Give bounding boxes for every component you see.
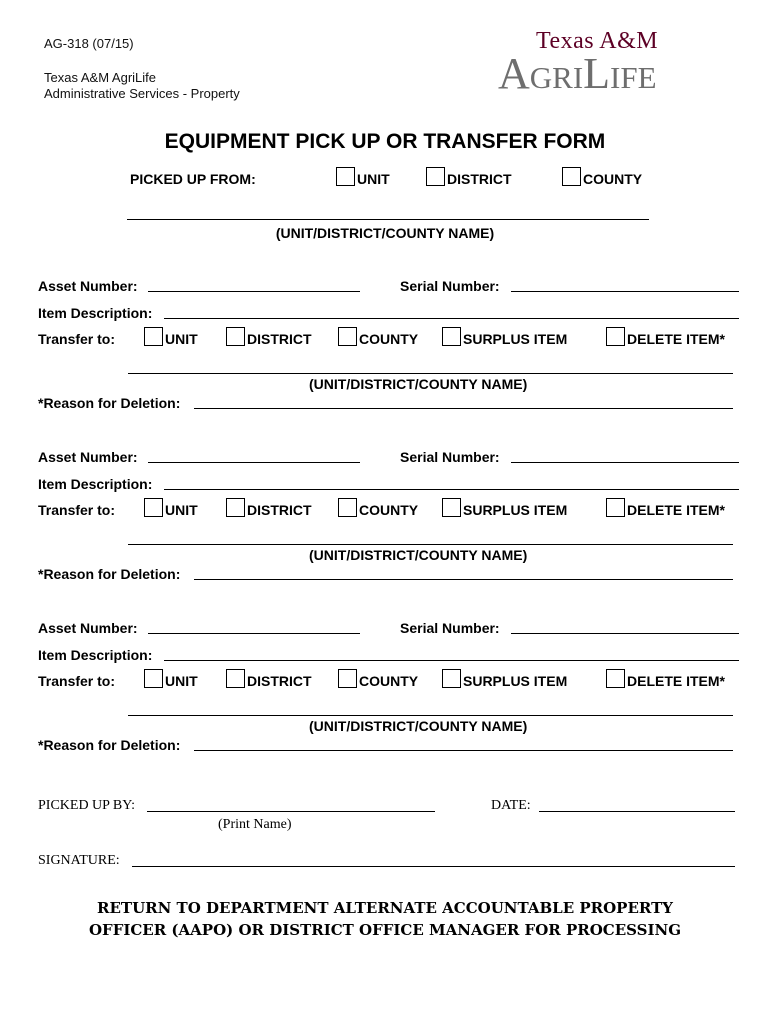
logo-main-text: AgriLife	[498, 49, 657, 98]
footer-line-2: OFFICER (AAPO) OR DISTRICT OFFICE MANAGER FOR PROCESSING	[88, 921, 682, 939]
date-label: DATE:	[491, 798, 531, 813]
serial-number-label-3: Serial Number:	[400, 620, 500, 636]
transfer-unit-checkbox-1[interactable]	[144, 327, 163, 346]
transfer-surplus-checkbox-2[interactable]	[442, 498, 461, 517]
agrilife-logo	[496, 28, 736, 103]
transfer-name-field-1[interactable]	[128, 373, 733, 374]
transfer-district-label-2: DISTRICT	[247, 502, 312, 518]
item-description-field-3[interactable]	[164, 660, 739, 661]
picked-up-from-label: PICKED UP FROM:	[130, 171, 256, 187]
asset-number-label-3: Asset Number:	[38, 620, 138, 636]
transfer-delete-label-1: DELETE ITEM*	[627, 331, 726, 347]
transfer-county-label-3: COUNTY	[359, 673, 419, 689]
reason-for-deletion-field-1[interactable]	[194, 408, 733, 409]
logo-top-text: Texas A&M	[536, 28, 659, 54]
item-description-field-1[interactable]	[164, 318, 739, 319]
transfer-to-label-3: Transfer to:	[38, 673, 116, 689]
print-name-caption: (Print Name)	[218, 817, 292, 832]
asset-number-field-1[interactable]	[148, 291, 360, 292]
transfer-district-checkbox-2[interactable]	[226, 498, 245, 517]
serial-number-label-2: Serial Number:	[400, 449, 500, 465]
transfer-surplus-checkbox-3[interactable]	[442, 669, 461, 688]
picked-up-county-label: COUNTY	[583, 171, 643, 187]
item-description-label-3: Item Description:	[38, 647, 153, 663]
transfer-name-field-2[interactable]	[128, 544, 733, 545]
serial-number-field-2[interactable]	[511, 462, 739, 463]
transfer-delete-checkbox-1[interactable]	[606, 327, 625, 346]
transfer-surplus-checkbox-1[interactable]	[442, 327, 461, 346]
transfer-county-checkbox-3[interactable]	[338, 669, 357, 688]
transfer-county-checkbox-1[interactable]	[338, 327, 357, 346]
asset-number-label-1: Asset Number:	[38, 278, 138, 294]
transfer-delete-label-2: DELETE ITEM*	[627, 502, 726, 518]
transfer-county-label-1: COUNTY	[359, 331, 419, 347]
transfer-name-field-3[interactable]	[128, 715, 733, 716]
org-name: Texas A&M AgriLife	[44, 70, 156, 85]
transfer-county-checkbox-2[interactable]	[338, 498, 357, 517]
picked-up-unit-label: UNIT	[357, 171, 390, 187]
transfer-unit-checkbox-3[interactable]	[144, 669, 163, 688]
transfer-unit-label-2: UNIT	[165, 502, 198, 518]
transfer-delete-label-3: DELETE ITEM*	[627, 673, 726, 689]
serial-number-field-1[interactable]	[511, 291, 739, 292]
picked-up-by-label: PICKED UP BY:	[38, 798, 135, 813]
reason-for-deletion-field-2[interactable]	[194, 579, 733, 580]
transfer-district-label-3: DISTRICT	[247, 673, 312, 689]
transfer-name-caption-1: (UNIT/DISTRICT/COUNTY NAME)	[309, 376, 528, 392]
picked-up-by-field[interactable]	[147, 811, 435, 812]
reason-for-deletion-label-3: *Reason for Deletion:	[38, 737, 181, 753]
form-code: AG-318 (07/15)	[44, 36, 134, 51]
transfer-county-label-2: COUNTY	[359, 502, 419, 518]
reason-for-deletion-field-3[interactable]	[194, 750, 733, 751]
reason-for-deletion-label-2: *Reason for Deletion:	[38, 566, 181, 582]
transfer-district-label-1: DISTRICT	[247, 331, 312, 347]
picked-up-unit-checkbox[interactable]	[336, 167, 355, 186]
reason-for-deletion-label-1: *Reason for Deletion:	[38, 395, 181, 411]
transfer-surplus-label-3: SURPLUS ITEM	[463, 673, 568, 689]
transfer-unit-checkbox-2[interactable]	[144, 498, 163, 517]
transfer-surplus-label-1: SURPLUS ITEM	[463, 331, 568, 347]
picked-up-name-caption: (UNIT/DISTRICT/COUNTY NAME)	[275, 225, 495, 241]
serial-number-label-1: Serial Number:	[400, 278, 500, 294]
picked-up-district-checkbox[interactable]	[426, 167, 445, 186]
picked-up-name-field[interactable]	[127, 219, 649, 220]
item-description-label-2: Item Description:	[38, 476, 153, 492]
transfer-unit-label-3: UNIT	[165, 673, 198, 689]
transfer-surplus-label-2: SURPLUS ITEM	[463, 502, 568, 518]
dept-name: Administrative Services - Property	[44, 86, 240, 101]
asset-number-field-2[interactable]	[148, 462, 360, 463]
transfer-unit-label-1: UNIT	[165, 331, 198, 347]
signature-label: SIGNATURE:	[38, 853, 120, 868]
transfer-delete-checkbox-3[interactable]	[606, 669, 625, 688]
picked-up-county-checkbox[interactable]	[562, 167, 581, 186]
footer-line-1: RETURN TO DEPARTMENT ALTERNATE ACCOUNTABLE PROPERTY	[97, 899, 673, 917]
picked-up-district-label: DISTRICT	[447, 171, 512, 187]
item-description-field-2[interactable]	[164, 489, 739, 490]
page-title: EQUIPMENT PICK UP OR TRANSFER FORM	[164, 130, 606, 153]
asset-number-label-2: Asset Number:	[38, 449, 138, 465]
date-field[interactable]	[539, 811, 735, 812]
serial-number-field-3[interactable]	[511, 633, 739, 634]
transfer-to-label-1: Transfer to:	[38, 331, 116, 347]
transfer-name-caption-3: (UNIT/DISTRICT/COUNTY NAME)	[309, 718, 528, 734]
item-description-label-1: Item Description:	[38, 305, 153, 321]
transfer-district-checkbox-3[interactable]	[226, 669, 245, 688]
transfer-name-caption-2: (UNIT/DISTRICT/COUNTY NAME)	[309, 547, 528, 563]
transfer-delete-checkbox-2[interactable]	[606, 498, 625, 517]
transfer-district-checkbox-1[interactable]	[226, 327, 245, 346]
transfer-to-label-2: Transfer to:	[38, 502, 116, 518]
asset-number-field-3[interactable]	[148, 633, 360, 634]
signature-field[interactable]	[132, 866, 735, 867]
